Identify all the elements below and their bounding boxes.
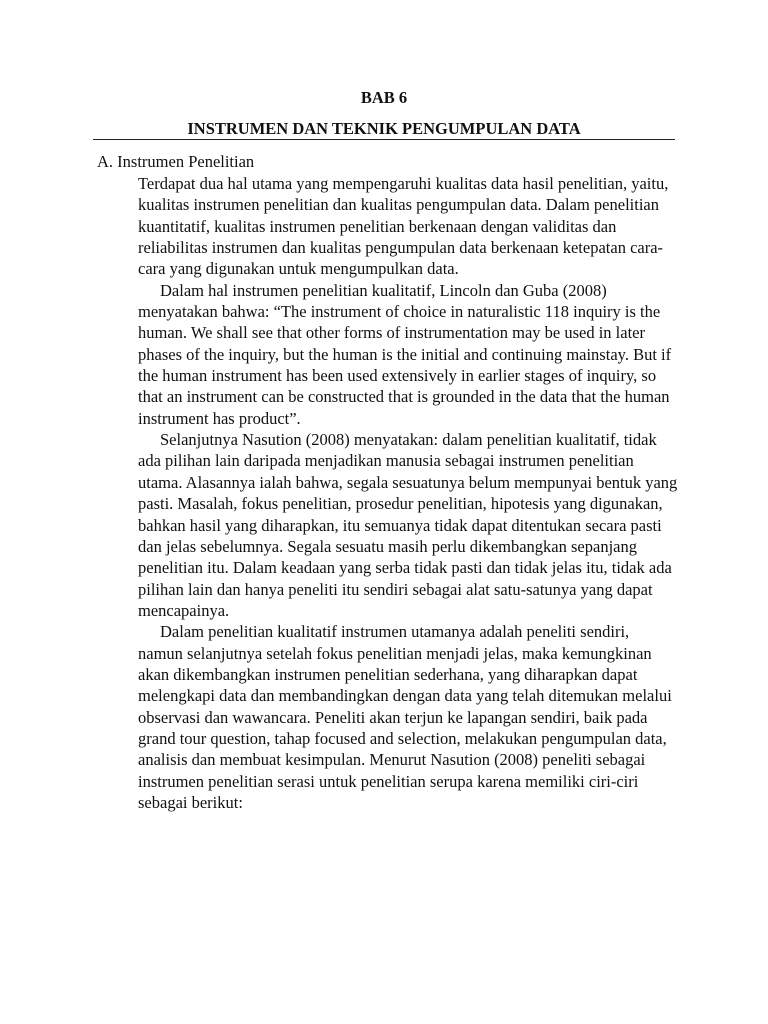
paragraph-3: Selanjutnya Nasution (2008) menyatakan: dalam penelitian kualitatif, tidak ada pilihan lain daripada menjadikan manusia sebagai instrumen penelitian utama. Alasannya ialah bahwa, segala sesuatunya belum mempunyai bentuk yang pasti. Masalah, fokus penelitian, prosedur penelitian, hipotesis yang digunakan, bahkan hasil yang diharapkan, itu semuanya tidak dapat ditentukan secara pasti dan jelas sebelumnya. Segala sesuatu masih perlu dikembangkan sepanjang penelitian itu. Dalam keadaan yang serba tidak pasti dan tidak jelas itu, tidak ada pilihan lain dan hanya peneliti itu sendiri sebagai alat satu-satunya yang dapat mencapainya. xyxy=(138,430,678,620)
paragraph-1: Terdapat dua hal utama yang mempengaruhi kualitas data hasil penelitian, yaitu, kualitas instrumen penelitian dan kualitas pengumpulan data. Dalam penelitian kuantitatif, kualitas instrumen penelitian berkenaan dengan validitas dan reliabilitas instrumen dan kualitas pengumpulan data berkenaan ketepatan cara-cara yang digunakan untuk mengumpulkan data. xyxy=(138,174,669,279)
chapter-label: BAB 6 xyxy=(360,88,408,107)
body-text xyxy=(138,173,678,813)
page-title: INSTRUMEN DAN TEKNIK PENGUMPULAN DATA xyxy=(187,119,581,138)
paragraph-4: Dalam penelitian kualitatif instrumen utamanya adalah peneliti sendiri, namun selanjutnya setelah fokus penelitian menjadi jelas, maka kemungkinan akan dikembangkan instrumen penelitian sederhana, yang diharapkan dapat melengkapi data dan membandingkan dengan data yang telah ditemukan melalui observasi dan wawancara. Peneliti akan terjun ke lapangan sendiri, baik pada grand tour question, tahap focused and selection, melakukan pengumpulan data, analisis dan membuat kesimpulan. Menurut Nasution (2008) peneliti sebagai instrumen penelitian serasi untuk penelitian serupa karena memiliki ciri-ciri sebagai berikut: xyxy=(138,622,672,812)
title-divider xyxy=(93,139,675,140)
section-heading: A. Instrumen Penelitian xyxy=(97,152,255,171)
paragraph-2: Dalam hal instrumen penelitian kualitatif, Lincoln dan Guba (2008) menyatakan bahwa: “The instrument of choice in naturalistic 118 inquiry is the human. We shall see that other forms of instrumentation may be used in later phases of the inquiry, but the human is the initial and continuing mainstay. But if the human instrument has been used extensively in earlier stages of inquiry, so that an instrument can be constructed that is grounded in the data that the human instrument has product”. xyxy=(138,280,672,428)
